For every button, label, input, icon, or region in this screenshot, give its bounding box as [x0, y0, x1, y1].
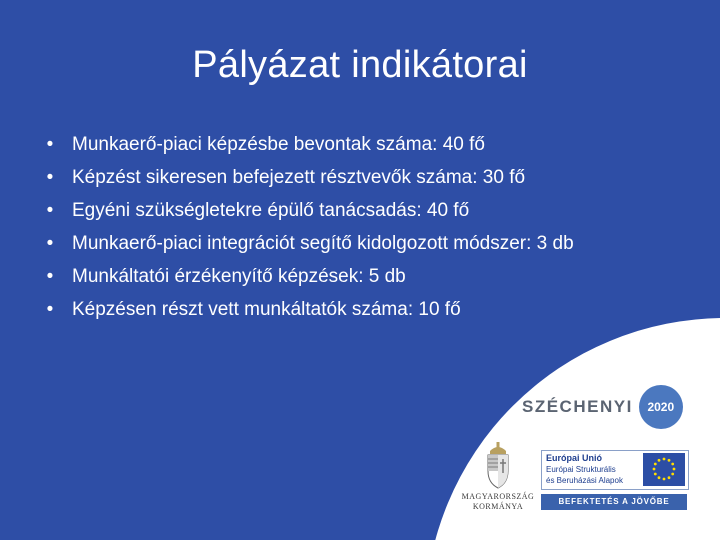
bullet-text: Képzést sikeresen befejezett résztvevők száma: 30 fő	[72, 167, 526, 188]
szechenyi-logo	[522, 385, 683, 429]
eu-line-2: és Beruházási Alapok	[546, 476, 623, 485]
eu-title: Európai Unió	[546, 453, 602, 463]
bullet-text: Munkaerő-piaci integrációt segítő kidolgozott módszer: 3 db	[72, 233, 574, 254]
bullet-text: Egyéni szükségletekre épülő tanácsadás: 40 fő	[72, 200, 470, 221]
bullet-text: Munkaerő-piaci képzésbe bevontak száma: 40 fő	[72, 134, 485, 155]
list-item	[44, 197, 574, 230]
bullet-icon: •	[46, 266, 54, 287]
eu-banner: BEFEKTETÉS A JÖVŐBE	[541, 494, 687, 510]
eu-logo	[541, 450, 689, 490]
bullet-icon: •	[46, 167, 54, 188]
government-line-1: MAGYARORSZÁG	[461, 492, 535, 501]
government-line-2: KORMÁNYA	[472, 502, 524, 511]
slide-title: Pályázat indikátorai	[192, 44, 528, 86]
bullet-icon: •	[46, 299, 54, 320]
bullet-icon: •	[46, 200, 54, 221]
eu-flag-icon	[643, 453, 685, 486]
szechenyi-text: SZÉCHENYI	[522, 397, 633, 416]
bullet-text: Munkáltatói érzékenyítő képzések: 5 db	[72, 266, 406, 287]
bullet-icon: •	[46, 134, 54, 155]
coat-of-arms-icon	[478, 441, 518, 491]
government-logo-text	[456, 492, 540, 512]
list-item	[44, 164, 574, 197]
eu-logo-text	[546, 453, 623, 486]
indicator-list	[44, 131, 574, 329]
list-item	[44, 263, 574, 296]
list-item	[44, 230, 574, 263]
bullet-text: Képzésen részt vett munkáltatók száma: 10 fő	[72, 299, 461, 320]
badge-2020: 2020	[639, 385, 683, 429]
list-item	[44, 131, 574, 164]
list-item	[44, 296, 574, 329]
bullet-icon: •	[46, 233, 54, 254]
eu-line-1: Európai Strukturális	[546, 465, 616, 474]
